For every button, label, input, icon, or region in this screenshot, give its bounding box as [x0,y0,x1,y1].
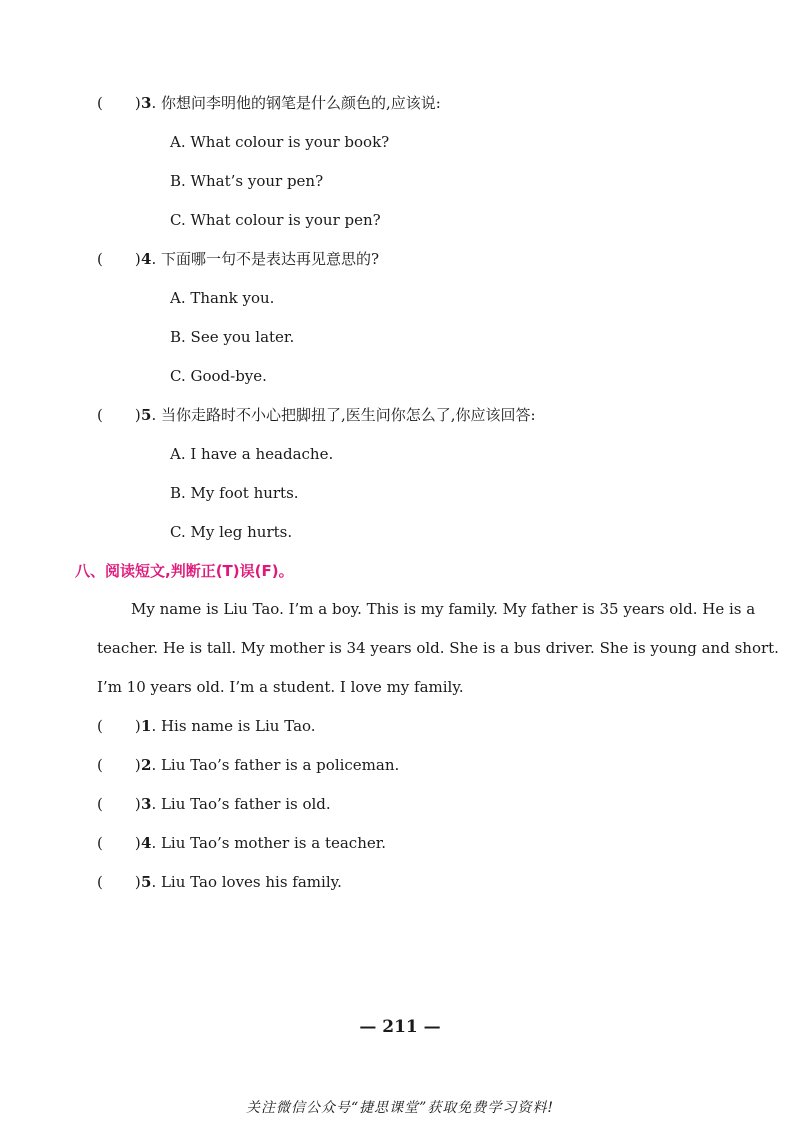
answer-blank[interactable]: ( ) [97,873,141,891]
item-text: . Liu Tao loves his family. [151,873,342,891]
answer-blank[interactable]: ( ) [97,756,141,774]
question-3 [97,93,441,113]
question-4 [97,249,379,269]
question-number: 4 [141,250,152,268]
option-a: A. I have a headache. [170,445,334,463]
tf-item-4 [97,833,386,853]
item-number: 5 [141,873,152,891]
option-b: B. My foot hurts. [170,484,299,502]
option-b: B. See you later. [170,328,295,346]
option-a: A. Thank you. [170,289,275,307]
item-number: 2 [141,756,152,774]
footer-watermark: 关注微信公众号“捷思课堂”获取免费学习资料! [246,1100,554,1116]
item-number: 4 [141,834,152,852]
item-text: . Liu Tao’s mother is a teacher. [151,834,387,852]
passage-line-1: My name is Liu Tao. I’m a boy. This is my family. My father is 35 years old. He is a [131,600,756,618]
tf-item-1 [97,716,316,736]
item-number: 1 [141,717,152,735]
question-text: . 当你走路时不小心把脚扭了,医生问你怎么了,你应该回答: [151,406,536,424]
answer-blank[interactable]: ( ) [97,834,141,852]
item-text: . Liu Tao’s father is old. [151,795,331,813]
question-text: . 下面哪一句不是表达再见意思的? [151,250,380,268]
item-text: . His name is Liu Tao. [151,717,316,735]
tf-item-2 [97,755,399,775]
answer-blank[interactable]: ( ) [97,250,141,268]
answer-blank[interactable]: ( ) [97,406,141,424]
question-text: . 你想问李明他的钢笔是什么颜色的,应该说: [151,94,441,112]
question-number: 5 [141,406,152,424]
answer-blank[interactable]: ( ) [97,94,141,112]
option-c: C. Good-bye. [170,367,267,385]
tf-item-3 [97,794,331,814]
answer-blank[interactable]: ( ) [97,795,141,813]
passage-line-3: I’m 10 years old. I’m a student. I love my family. [97,678,464,696]
item-number: 3 [141,795,152,813]
option-c: C. My leg hurts. [170,523,293,541]
page-number: — 211 — [359,1017,441,1037]
section-title: 八、阅读短文,判断正(T)误(F)。 [75,562,294,580]
answer-blank[interactable]: ( ) [97,717,141,735]
option-c: C. What colour is your pen? [170,211,381,229]
item-text: . Liu Tao’s father is a policeman. [151,756,400,774]
option-b: B. What’s your pen? [170,172,324,190]
passage-line-2: teacher. He is tall. My mother is 34 years old. She is a bus driver. She is young and short. [97,639,779,657]
tf-item-5 [97,872,342,892]
question-number: 3 [141,94,152,112]
question-5 [97,405,536,425]
option-a: A. What colour is your book? [170,133,390,151]
